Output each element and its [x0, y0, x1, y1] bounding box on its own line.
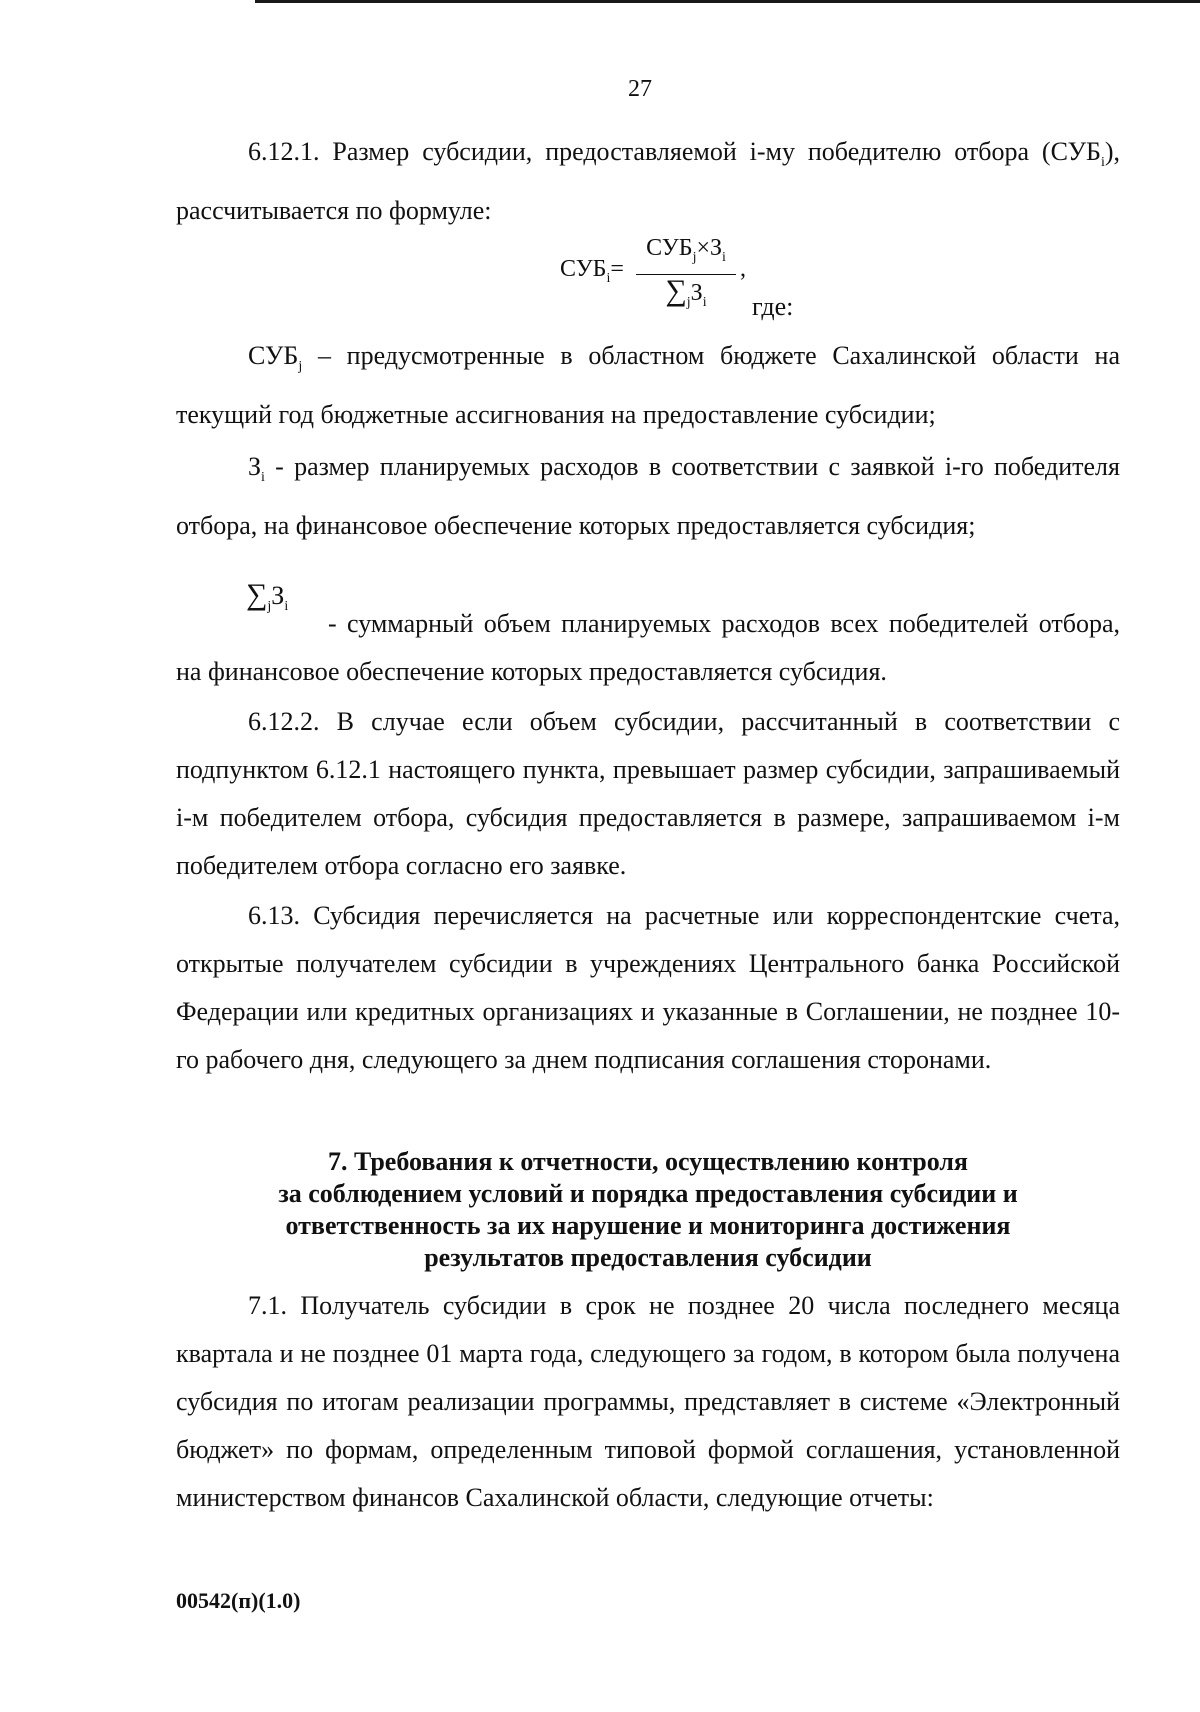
- formula-lhs-sym: СУБ: [560, 256, 607, 282]
- formula-lhs: [560, 256, 624, 287]
- sum-z: З: [271, 581, 285, 610]
- paragraph-6-13: [176, 892, 1120, 1084]
- paragraph-7-1: [176, 1282, 1120, 1522]
- den-sub-i: i: [702, 294, 707, 310]
- document-code: 00542(п)(1.0): [176, 1588, 301, 1613]
- formula-equals: =: [610, 256, 624, 282]
- heading-line-3: ответственность за их нарушение и мониторинга достижения: [285, 1211, 1011, 1240]
- num-sym: СУБ: [646, 235, 693, 261]
- p6-12-1-sub: i: [1100, 155, 1105, 171]
- sigma-icon: ∑: [665, 273, 687, 307]
- sum-sub-i: i: [284, 599, 289, 615]
- sum-sub-j: j: [267, 599, 272, 615]
- def-zi-sub: i: [261, 470, 265, 486]
- def-sum: [176, 600, 1120, 696]
- paragraph-6-12-2: [176, 698, 1120, 890]
- section-7-heading: [176, 1146, 1120, 1274]
- top-rule: [255, 0, 1200, 3]
- den-sub-j: j: [686, 294, 691, 310]
- den-z: З: [690, 279, 703, 306]
- def-subj-text: – предусмотренные в областном бюджете Сахалинской области на текущий год бюджетные ассигнования на предоставление субсидии;: [176, 341, 1120, 430]
- def-zi-sym: З: [248, 452, 262, 482]
- paragraph-6-12-1: [176, 128, 1120, 235]
- num-sub-j: j: [692, 249, 697, 265]
- def-subj: [176, 332, 1120, 439]
- def-zi-text: - размер планируемых расходов в соответствии с заявкой i-го победителя отбора, на финансовое обеспечение которых предоставляется субсидия;: [176, 452, 1120, 541]
- heading-line-2: за соблюдением условий и порядка предоставления субсидии и: [278, 1179, 1018, 1208]
- num-times-z: ×З: [696, 235, 723, 261]
- sum-sigma-icon: ∑: [246, 578, 268, 611]
- p6-12-1-text: 6.12.1. Размер субсидии, предоставляемой i-му победителю отбора (СУБ: [248, 137, 1101, 166]
- definitions-block: [176, 332, 1120, 550]
- def-sum-text: - суммарный объем планируемых расходов всех победителей отбора, на финансовое обеспечение которых предоставляется субсидия.: [176, 609, 1120, 686]
- def-zi: [176, 443, 1120, 550]
- num-sub-i: i: [722, 249, 726, 265]
- page-number: 27: [628, 76, 652, 102]
- heading-line-4: результатов предоставления субсидии: [424, 1243, 872, 1272]
- def-subj-sym: СУБ: [248, 341, 299, 370]
- formula-where: где:: [752, 292, 794, 321]
- p6-12-1-end: ), рассчитывается по формуле:: [176, 137, 1120, 226]
- formula-denominator: [636, 275, 736, 319]
- formula-numerator: [636, 234, 736, 275]
- formula-fraction: [636, 234, 736, 319]
- heading-line-1: 7. Требования к отчетности, осуществлению контроля: [327, 1147, 969, 1176]
- formula-comma: ,: [740, 256, 746, 282]
- p7-1-text: 7.1. Получатель субсидии в срок не позднее 20 числа последнего месяца квартала и не позднее 01 марта года, следующего за годом, в котором была получена субсидия по итогам реализации программы, представляет в системе «Электронный бюджет» по формам, определенным типовой формой соглашения, установленной министерством финансов Сахалинской области, следующие отчеты:: [176, 1291, 1120, 1512]
- p6-12-2-text: 6.12.2. В случае если объем субсидии, рассчитанный в соответствии с подпунктом 6.12.1 настоящего пункта, превышает размер субсидии, запрашиваемый i-м победителем отбора, субсидия предоставляется в размере, запрашиваемом i-м победителем отбора согласно его заявке.: [176, 707, 1120, 880]
- p6-13-text: 6.13. Субсидия перечисляется на расчетные или корреспондентские счета, открытые получателем субсидии в учреждениях Центрального банка Российской Федерации или кредитных организациях и указанные в Соглашении, не позднее 10-го рабочего дня, следующего за днем подписания соглашения сторонами.: [176, 901, 1120, 1074]
- def-subj-sub: j: [298, 359, 303, 375]
- formula-lhs-sub: i: [606, 270, 611, 286]
